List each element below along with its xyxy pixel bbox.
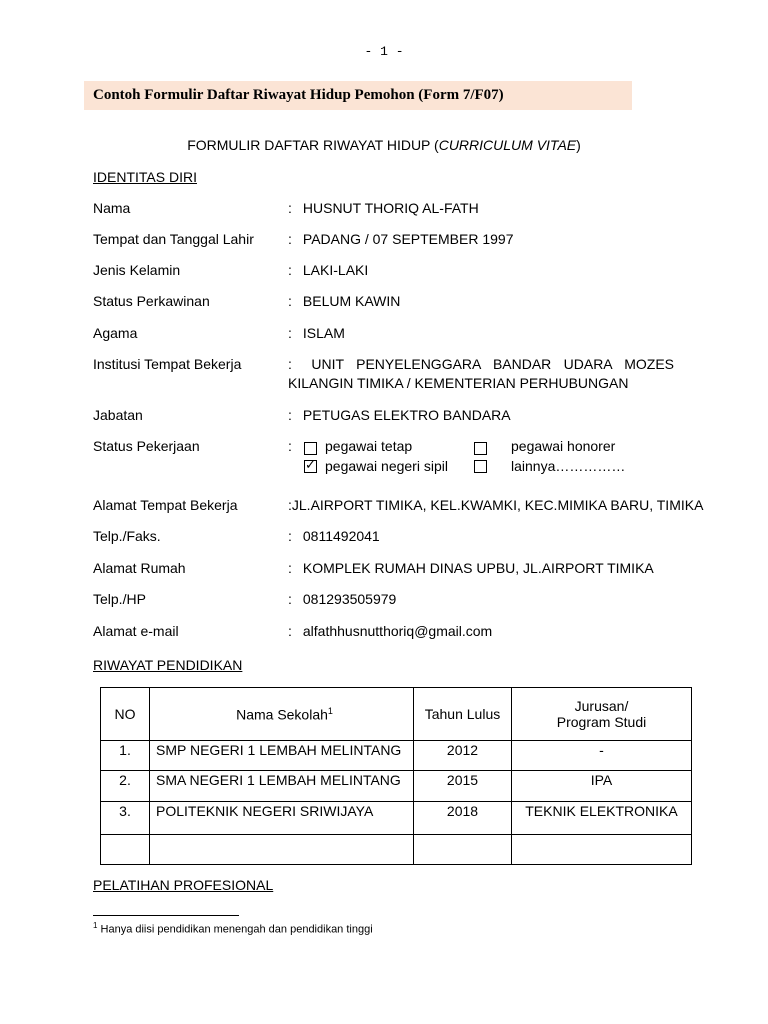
table-row [101,835,692,865]
cell-jurusan: IPA [512,771,692,802]
field-value-telp-faks: : 0811492041 [288,528,380,544]
cell-tahun: 2018 [414,802,512,835]
field-label-nama: Nama [93,200,131,216]
header-jurusan: Jurusan/ Program Studi [512,688,692,741]
form-title [0,137,768,153]
checkbox-lainnya[interactable] [474,460,487,473]
table-row [101,771,692,802]
field-value-nama: : HUSNUT THORIQ AL-FATH [288,200,479,216]
footnote-mark: 1 [93,921,98,930]
footnote-ref: 1 [327,705,333,716]
label-pegawai-tetap: pegawai tetap [325,438,413,454]
cell-tahun: 2015 [414,771,512,802]
header-tahun-lulus: Tahun Lulus [414,688,512,741]
field-label-telp-faks: Telp./Faks. [93,528,161,544]
field-value-institusi: : UNIT PENYELENGGARA BANDAR UDARA MOZES KILANGIN TIMIKA / KEMENTERIAN PERHUBUNGAN [288,356,674,391]
field-label-email: Alamat e-mail [93,623,179,639]
cell-jurusan: - [512,741,692,771]
label-lainnya: lainnya…………… [511,458,626,474]
cell-sekolah: SMA NEGERI 1 LEMBAH MELINTANG [150,771,414,802]
footnote-divider [93,915,239,916]
field-label-jenis-kelamin: Jenis Kelamin [93,262,181,278]
checkbox-pegawai-honorer[interactable] [474,442,487,455]
header-nama-sekolah: Nama Sekolah$^1$ [150,688,414,741]
form-banner [84,81,632,110]
cell-tahun: 2012 [414,741,512,771]
cell-no: 1. [101,741,150,771]
field-label-jabatan: Jabatan [93,407,143,423]
form-title-prefix: FORMULIR DAFTAR RIWAYAT HIDUP ( [187,137,439,153]
section-identitas-diri: IDENTITAS DIRI [93,169,197,185]
table-row [101,802,692,835]
field-value-alamat-rumah: : KOMPLEK RUMAH DINAS UPBU, JL.AIRPORT TIMIKA [288,560,654,576]
field-value-agama: : ISLAM [288,325,345,341]
field-value-jabatan: : PETUGAS ELEKTRO BANDARA [288,407,511,423]
section-pelatihan-profesional: PELATIHAN PROFESIONAL [93,877,274,893]
label-pegawai-honorer: pegawai honorer [511,438,616,454]
field-label-alamat-rumah: Alamat Rumah [93,560,186,576]
field-label-ttl: Tempat dan Tanggal Lahir [93,231,254,247]
page-number: - 1 - [364,44,404,59]
field-label-status-perkawinan: Status Perkawinan [93,293,210,309]
header-no: NO [101,688,150,741]
table-header-row [101,688,692,741]
label-pegawai-negeri-sipil: pegawai negeri sipil [325,458,448,474]
field-value-telp-hp: : 081293505979 [288,591,397,607]
checkbox-pegawai-negeri-sipil[interactable] [304,457,317,473]
footnote-text: Hanya diisi pendidikan menengah dan pendidikan tinggi [97,923,373,936]
field-label-status-pekerjaan: Status Pekerjaan [93,438,200,454]
cell-sekolah: POLITEKNIK NEGERI SRIWIJAYA [150,802,414,835]
table-row [101,741,692,771]
banner-title: Contoh Formulir Daftar Riwayat Hidup Pemohon (Form 7/F07) [93,87,504,103]
field-value-email: : alfathhusnutthoriq@gmail.com [288,623,493,639]
education-table [100,687,692,865]
field-label-institusi: Institusi Tempat Bekerja [93,356,242,372]
cell-tahun [414,835,512,865]
form-title-suffix: ) [576,137,581,153]
cell-sekolah: SMP NEGERI 1 LEMBAH MELINTANG [150,741,414,771]
section-riwayat-pendidikan: RIWAYAT PENDIDIKAN [93,657,243,673]
cell-jurusan: TEKNIK ELEKTRONIKA [512,802,692,835]
form-title-italic: CURRICULUM VITAE [438,137,577,153]
cell-sekolah [150,835,414,865]
field-label-alamat-kerja: Alamat Tempat Bekerja [93,497,238,513]
cell-no: 2. [101,771,150,802]
check-mark-icon: ✓ [305,457,316,472]
field-label-telp-hp: Telp./HP [93,591,146,607]
field-value-jenis-kelamin: : LAKI-LAKI [288,262,369,278]
cell-no: 3. [101,802,150,835]
status-pekerjaan-colon: : [288,438,292,454]
cell-no [101,835,150,865]
field-value-alamat-kerja: :JL.AIRPORT TIMIKA, KEL.KWAMKI, KEC.MIMIKA BARU, TIMIKA [288,497,704,513]
field-value-ttl: : PADANG / 07 SEPTEMBER 1997 [288,231,514,247]
field-label-agama: Agama [93,325,138,341]
field-value-status-perkawinan: : BELUM KAWIN [288,293,401,309]
checkbox-pegawai-tetap[interactable] [304,442,317,455]
cell-jurusan [512,835,692,865]
footnote [93,921,373,936]
